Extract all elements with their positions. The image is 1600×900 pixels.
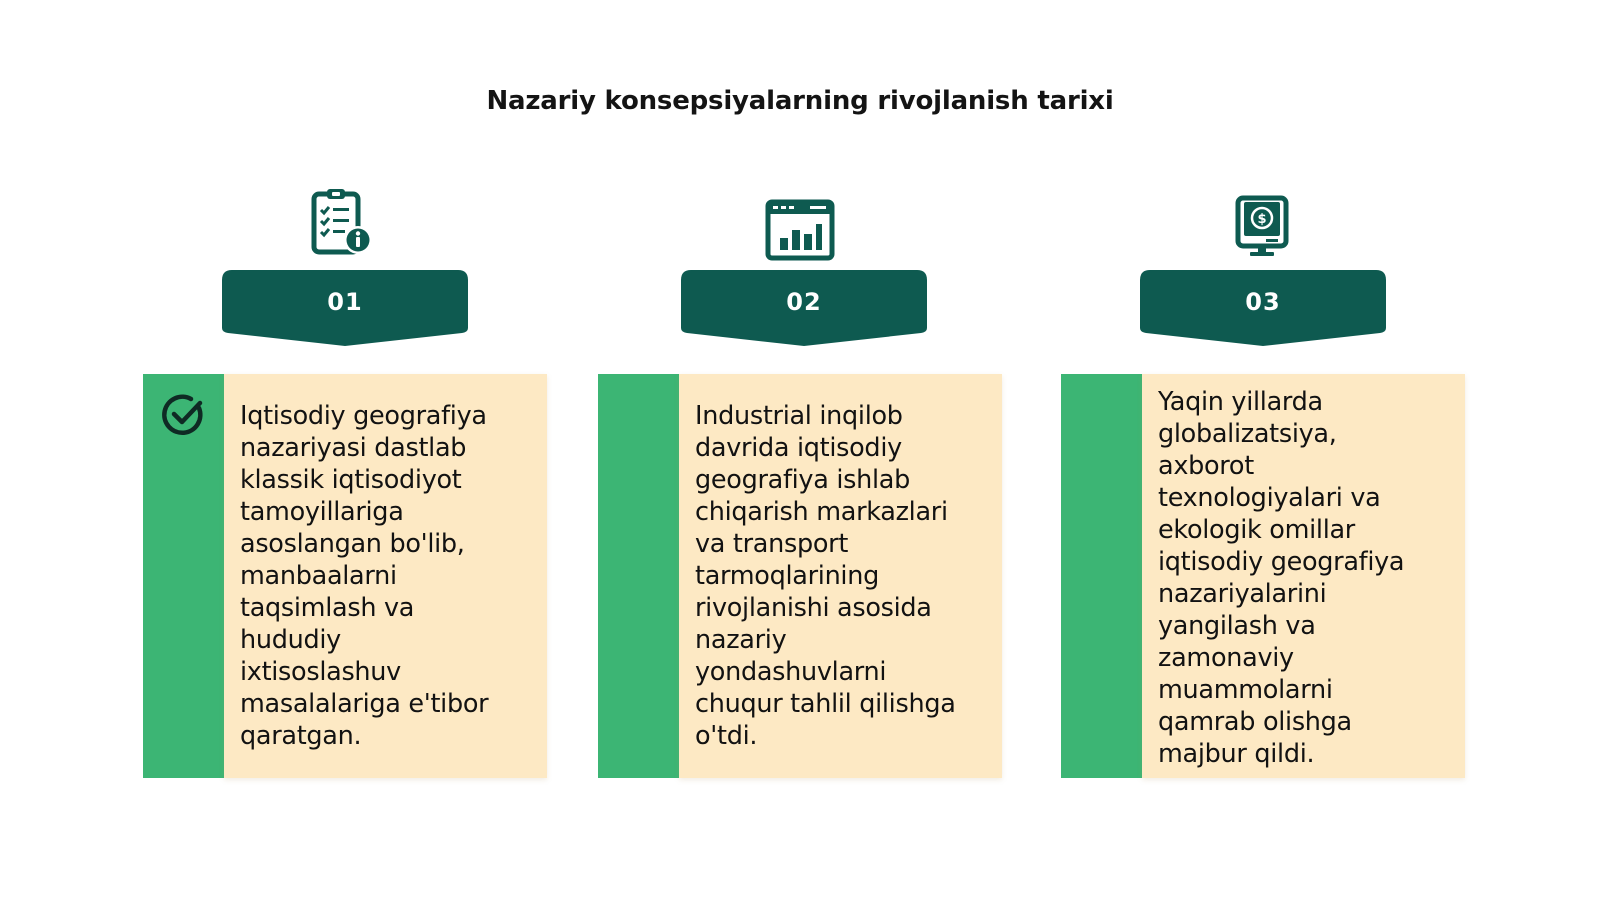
svg-text:$: $ xyxy=(1257,212,1267,227)
step-number: 01 xyxy=(327,288,363,316)
step-number-badge xyxy=(1140,270,1386,348)
monitor-dollar-icon xyxy=(1226,190,1298,262)
step-number: 02 xyxy=(786,288,822,316)
card-accent-bar xyxy=(1061,374,1142,778)
card-text: Iqtisodiy geografiya nazariyasi dastlab klassik iqtisodiyot tamoyillariga asoslangan bo'lib, manbaalarni taqsimlash va hududiy ixtisoslashuv masalalariga e'tibor qaratgan. xyxy=(240,401,489,751)
card-text: Industrial inqilob davrida iqtisodiy geografiya ishlab chiqarish markazlari va transport tarmoqlarining rivojlanishi asosida nazariy yondashuvlarni chuqur tahlil qilishga o'tdi. xyxy=(695,401,956,751)
step-number: 03 xyxy=(1245,288,1281,316)
card-body xyxy=(1142,374,1465,778)
description-card xyxy=(1061,374,1465,778)
slide-title: Nazariy konsepsiyalarning rivojlanish tarixi xyxy=(486,86,1114,116)
card-text: Yaqin yillarda globalizatsiya, axborot texnologiyalari va ekologik omillar iqtisodiy geografiya nazariyalarini yangilash va zamonaviy muammolarni qamrab olishga majbur qildi. xyxy=(1158,387,1405,769)
